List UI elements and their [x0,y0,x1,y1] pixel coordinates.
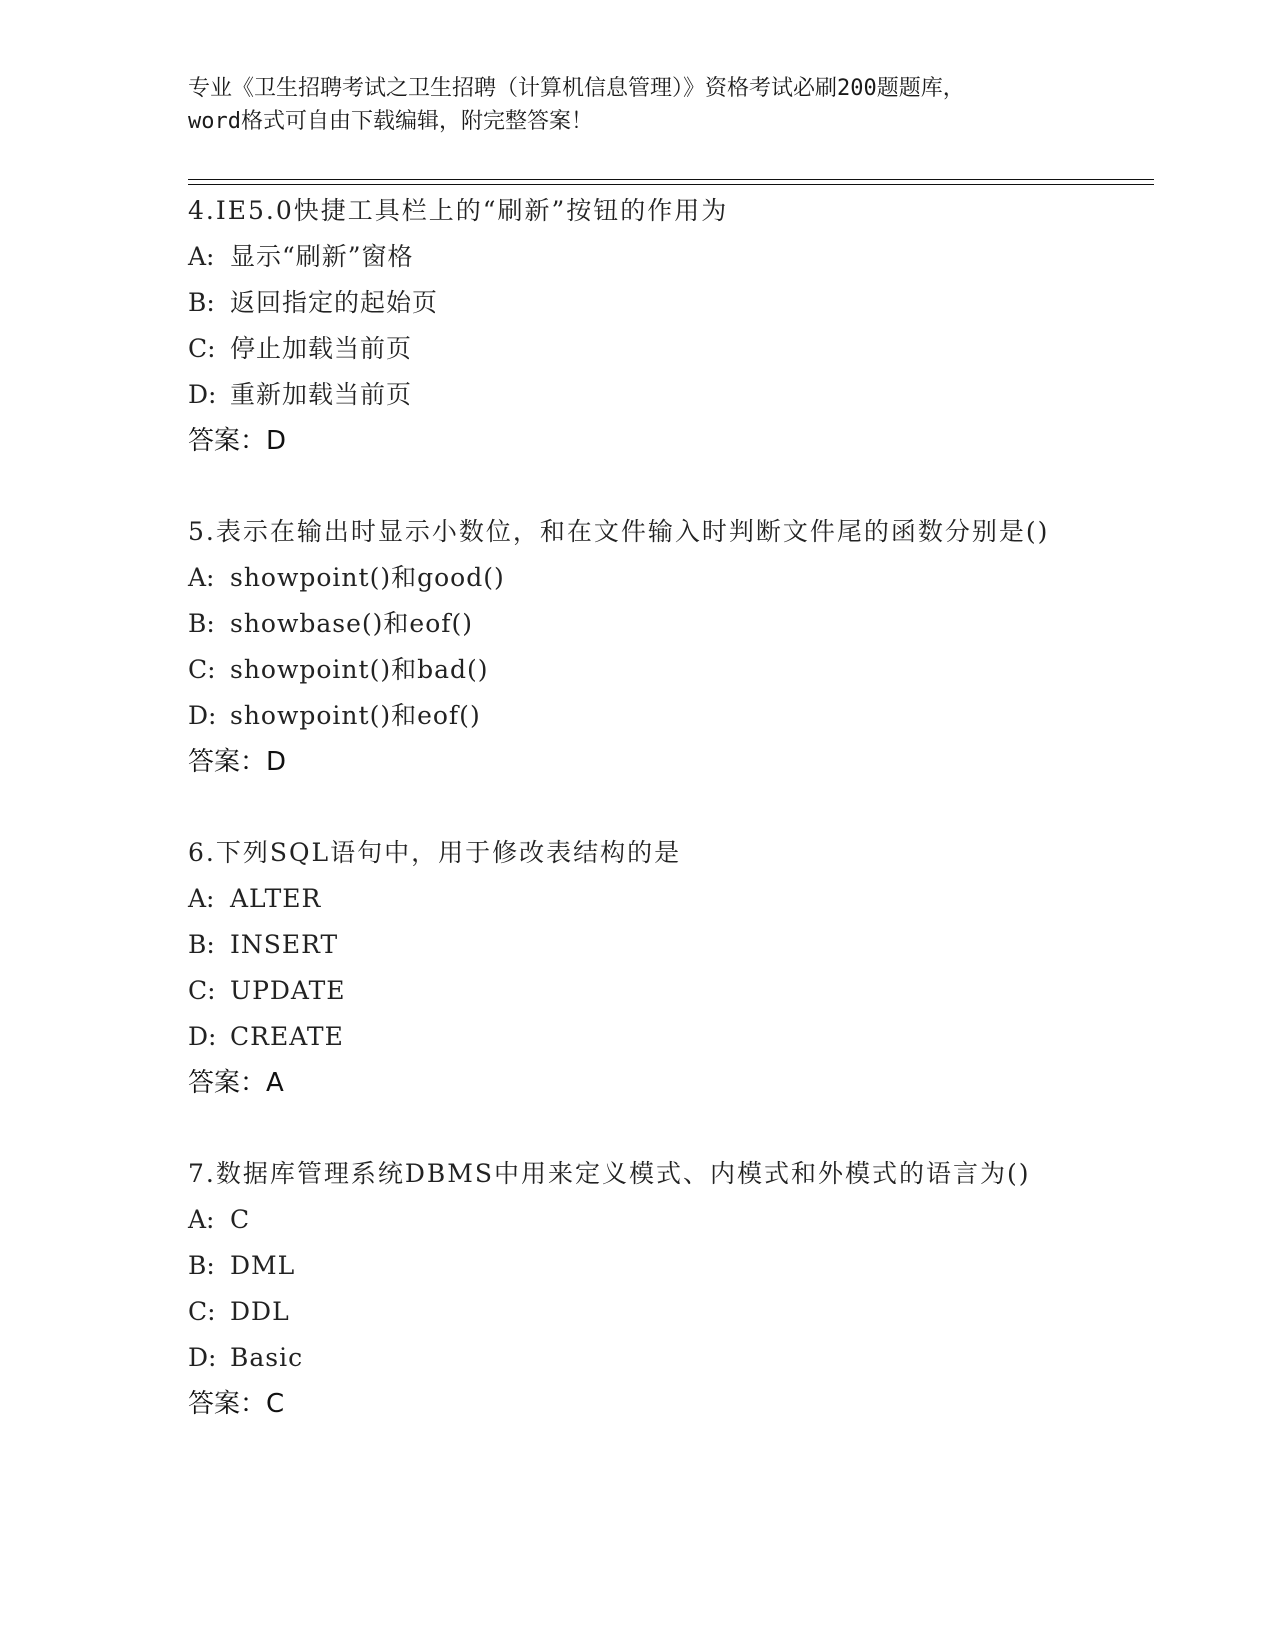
question-item [188,830,1088,1106]
question-list [188,188,1088,1472]
question-text: 7.数据库管理系统DBMS中用来定义模式、内模式和外模式的语言为() [188,1159,1031,1188]
option-d [188,372,1088,418]
option-letter: C: [188,334,216,363]
option-a [188,876,1088,922]
option-letter: A: [188,242,215,271]
answer-line: 答案：D [188,747,287,777]
option-text: ALTER [230,884,322,913]
option-letter: A: [188,884,215,913]
option-letter: C: [188,976,216,1005]
option-letter: B: [188,288,215,317]
option-text: showpoint()和good() [230,563,505,592]
option-letter: C: [188,655,216,684]
question-text: 5.表示在输出时显示小数位，和在文件输入时判断文件尾的函数分别是() [188,517,1050,546]
option-text: C [230,1205,251,1234]
option-c [188,1289,1088,1335]
option-c [188,647,1088,693]
option-c [188,326,1088,372]
option-text: showpoint()和eof() [230,701,481,730]
option-text: UPDATE [230,976,346,1005]
option-text: 返回指定的起始页 [230,288,439,317]
option-a [188,555,1088,601]
option-letter: B: [188,1251,215,1280]
option-text: 重新加载当前页 [230,380,413,409]
header-line-2: word格式可自由下载编辑，附完整答案！ [188,109,593,134]
option-b [188,1243,1088,1289]
option-letter: B: [188,930,215,959]
option-text: showpoint()和bad() [230,655,489,684]
option-text: Basic [230,1343,304,1372]
option-letter: A: [188,563,215,592]
option-text: DDL [230,1297,290,1326]
option-b [188,922,1088,968]
question-text: 6.下列SQL语句中，用于修改表结构的是 [188,838,682,867]
answer-line: 答案：C [188,1389,285,1419]
option-c [188,968,1088,1014]
option-text: INSERT [230,930,339,959]
option-letter: A: [188,1205,215,1234]
option-d [188,693,1088,739]
header-line-1: 专业《卫生招聘考试之卫生招聘（计算机信息管理）》资格考试必刷200题题库， [188,76,965,101]
option-a [188,234,1088,280]
option-text: showbase()和eof() [230,609,474,638]
option-b [188,601,1088,647]
answer-line: 答案：D [188,426,287,456]
option-text: DML [230,1251,296,1280]
question-text: 4.IE5.0快捷工具栏上的“刷新”按钮的作用为 [188,196,729,225]
option-letter: B: [188,609,215,638]
header-rule-top [188,179,1154,180]
option-letter: D: [188,701,217,730]
option-b [188,280,1088,326]
option-text: 停止加载当前页 [230,334,413,363]
option-text: CREATE [230,1022,344,1051]
question-item [188,188,1088,464]
option-letter: C: [188,1297,216,1326]
option-d [188,1335,1088,1381]
option-letter: D: [188,1022,217,1051]
header-rule-bottom [188,184,1154,185]
answer-line: 答案：A [188,1068,284,1098]
option-a [188,1197,1088,1243]
option-text: 显示“刷新”窗格 [230,242,414,271]
option-letter: D: [188,380,217,409]
question-item [188,1151,1088,1427]
option-d [188,1014,1088,1060]
option-letter: D: [188,1343,217,1372]
document-header [188,72,1088,138]
question-item [188,509,1088,785]
